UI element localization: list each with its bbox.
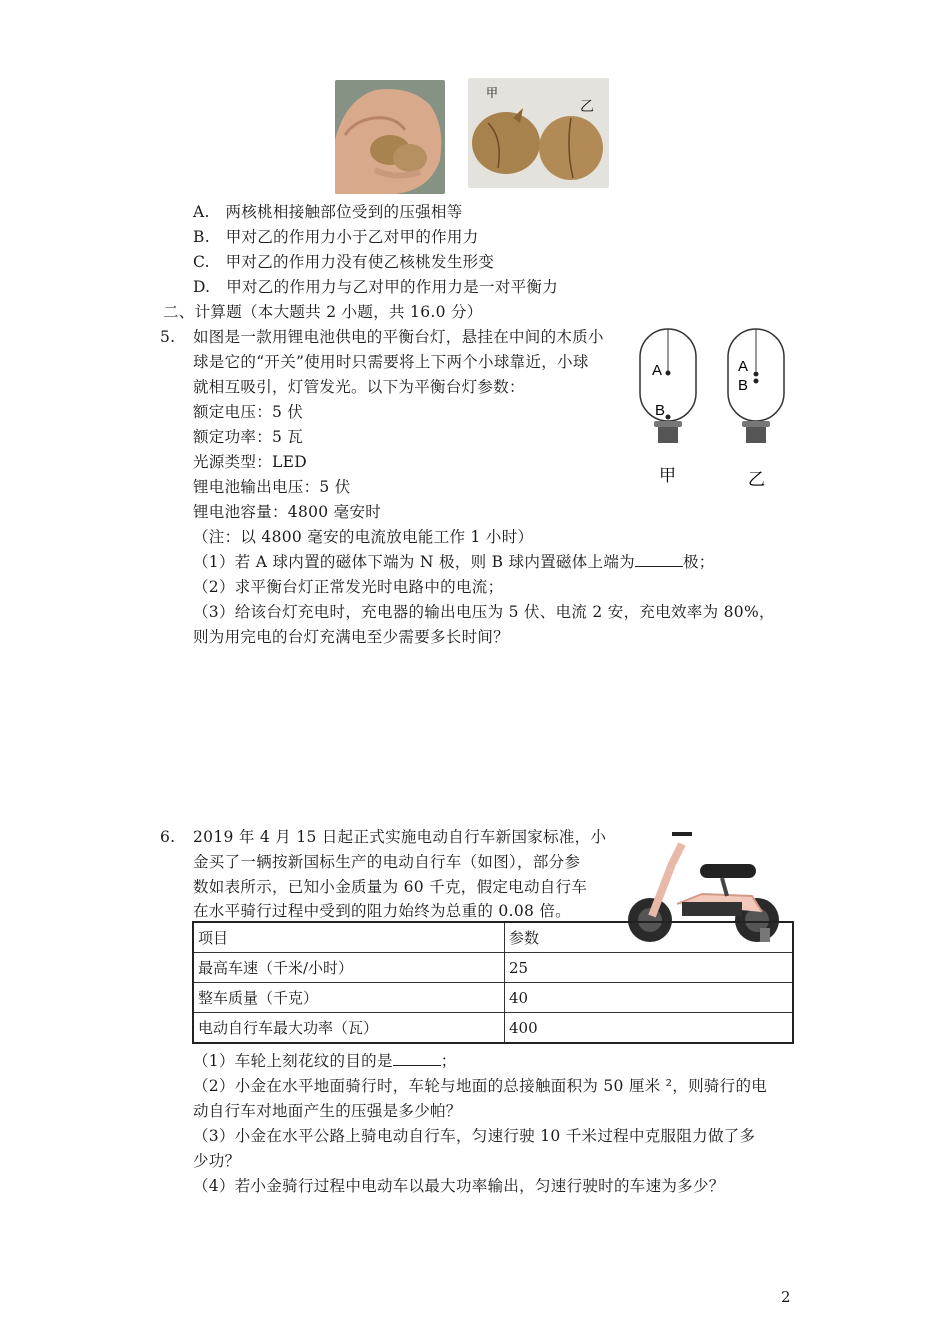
table-cell-value: 40 <box>505 983 794 1013</box>
walnut-label-yi: 乙 <box>580 99 594 115</box>
option-a: A. 两核桃相接触部位受到的压强相等 <box>193 203 463 221</box>
table-row <box>193 1013 793 1044</box>
q5-note: （注：以 4800 毫安的电流放电能工作 1 小时） <box>193 528 534 546</box>
walnut-hand-photo <box>335 80 445 194</box>
balance-lamp-figure <box>630 325 800 495</box>
q6-number: 6. <box>160 828 176 846</box>
table-row <box>193 953 793 983</box>
q6-line-4: 在水平骑行过程中受到的阻力始终为总重的 0.08 倍。 <box>193 902 571 920</box>
walnut-pair-photo <box>468 78 609 188</box>
q5-sub1 <box>193 551 715 573</box>
lamp-jia-label-b: B <box>655 402 666 419</box>
table-cell-item: 电动自行车最大功率（瓦） <box>193 1013 505 1044</box>
q6-sub1-tail: ； <box>440 1052 457 1070</box>
bike-params-table <box>192 921 794 1044</box>
option-d: D. 甲对乙的作用力与乙对甲的作用力是一对平衡力 <box>193 278 559 296</box>
q6-sub2-line1: （2）小金在水平地面骑行时，车轮与地面的总接触面积为 50 厘米 ²，则骑行的电 <box>193 1077 768 1095</box>
q5-line-8: 锂电池容量：4800 毫安时 <box>193 503 382 521</box>
option-c: C. 甲对乙的作用力没有使乙核桃发生形变 <box>193 253 495 271</box>
lamp-jia-ball-a <box>666 371 671 376</box>
q5-sub1-tail: 极； <box>682 553 715 571</box>
q5-line-7: 锂电池输出电压：5 伏 <box>193 478 351 496</box>
section-heading: 二、计算题（本大题共 2 小题，共 16.0 分） <box>163 303 483 321</box>
q5-sub1-blank[interactable] <box>635 552 683 567</box>
lamp-yi-ball-a <box>754 372 759 377</box>
q5-line-5: 额定功率：5 瓦 <box>193 428 304 446</box>
q5-line-1: 如图是一款用锂电池供电的平衡台灯，悬挂在中间的木质小 <box>193 328 604 346</box>
lamp-caption-yi: 乙 <box>748 470 765 490</box>
q6-sub3-line2: 少功？ <box>193 1152 241 1170</box>
q6-sub2-line2: 动自行车对地面产生的压强是多少帕？ <box>193 1102 462 1120</box>
lamp-jia-label-a: A <box>652 362 663 379</box>
q6-sub1-text: （1）车轮上刻花纹的目的是 <box>193 1052 393 1070</box>
walnut-label-jia: 甲 <box>486 86 499 100</box>
q6-sub1-blank[interactable] <box>393 1051 441 1066</box>
q5-sub3-line1: （3）给该台灯充电时，充电器的输出电压为 5 伏、电流 2 安，充电效率为 80%， <box>193 603 775 621</box>
lamp-yi-label-b: B <box>738 377 749 394</box>
table-cell-item: 整车质量（千克） <box>193 983 505 1013</box>
lamp-yi-ball-b <box>754 379 759 384</box>
table-cell-item: 最高车速（千米/小时） <box>193 953 505 983</box>
q5-line-2: 球是它的“开关”使用时只需要将上下两个小球靠近，小球 <box>193 353 589 371</box>
table-header-param: 参数 <box>505 922 794 953</box>
lamp-yi-label-a: A <box>738 358 749 375</box>
q5-sub2: （2）求平衡台灯正常发光时电路中的电流； <box>193 578 504 596</box>
table-header-item: 项目 <box>193 922 505 953</box>
option-b: B. 甲对乙的作用力小于乙对甲的作用力 <box>193 228 479 246</box>
table-cell-value: 25 <box>505 953 794 983</box>
q6-line-3: 数如表所示，已知小金质量为 60 千克，假定电动自行车 <box>193 878 588 896</box>
q5-sub3-line2: 则为用完电的台灯充满电至少需要多长时间？ <box>193 628 510 646</box>
q5-line-3: 就相互吸引，灯管发光。以下为平衡台灯参数： <box>193 378 525 396</box>
table-row <box>193 983 793 1013</box>
page-number: 2 <box>781 1288 791 1306</box>
q5-sub1-text: （1）若 A 球内置的磁体下端为 N 极，则 B 球内置磁体上端为 <box>193 553 635 571</box>
q5-number: 5. <box>160 328 176 346</box>
q5-line-4: 额定电压：5 伏 <box>193 403 304 421</box>
q6-sub1 <box>193 1050 457 1072</box>
q5-line-6: 光源类型：LED <box>193 453 307 471</box>
q6-line-2: 金买了一辆按新国标生产的电动自行车（如图），部分参 <box>193 853 581 871</box>
table-cell-value: 400 <box>505 1013 794 1044</box>
q6-sub3-line1: （3）小金在水平公路上骑电动自行车，匀速行驶 10 千米过程中克服阻力做了多 <box>193 1127 756 1145</box>
table-header-row <box>193 922 793 953</box>
q6-sub4: （4）若小金骑行过程中电动车以最大功率输出，匀速行驶时的车速为多少？ <box>193 1177 725 1195</box>
lamp-jia-ball-b <box>666 415 671 420</box>
lamp-caption-jia: 甲 <box>659 466 676 486</box>
q6-line-1: 2019 年 4 月 15 日起正式实施电动自行车新国家标准，小 <box>193 828 607 846</box>
